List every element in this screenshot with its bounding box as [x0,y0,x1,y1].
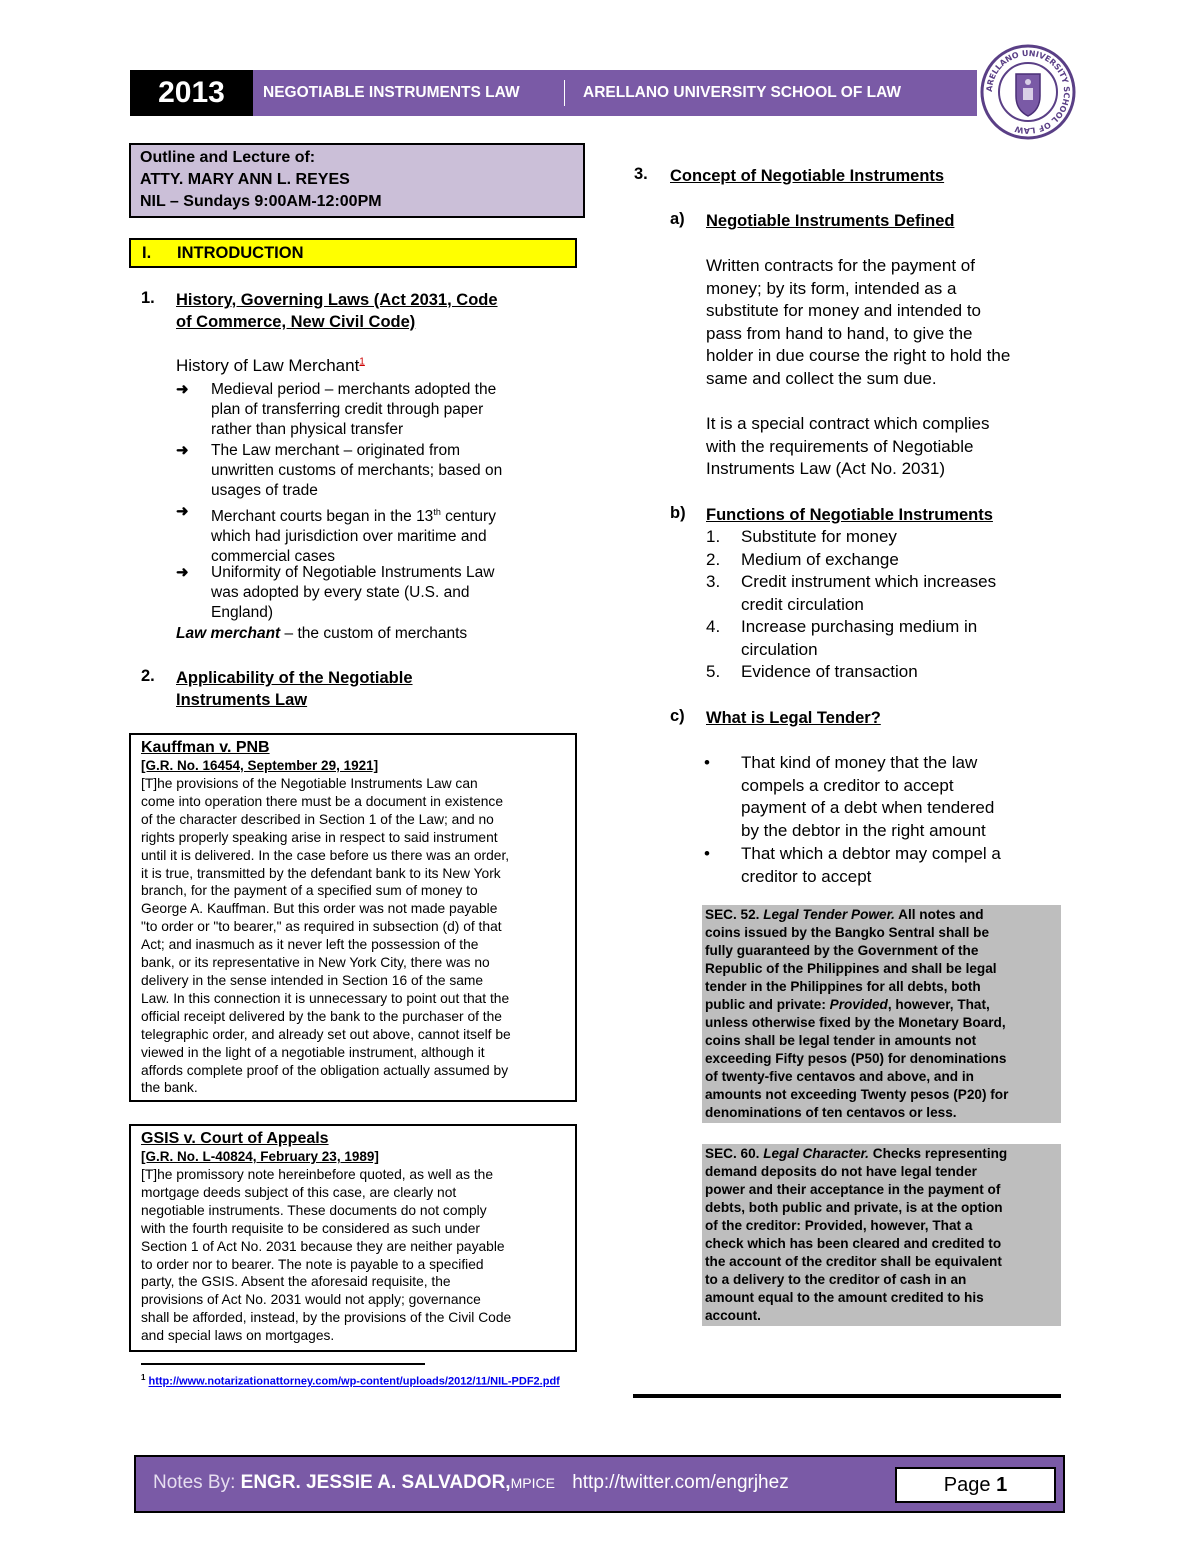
footnote-ref[interactable]: 1 [359,356,365,368]
definition-term: Law merchant [176,625,281,642]
bullet-line: Merchant courts began in the 13th century [211,507,496,526]
bullet-line: was adopted by every state (U.S. and [211,584,470,601]
arrow-bullet-icon: ➜ [176,442,189,459]
author-name: ENGR. JESSIE A. SALVADOR, [240,1472,511,1493]
footnote [141,1373,560,1388]
sec-title: Legal Tender Power. [763,907,895,922]
list-item: 3. Credit instrument which increases credit circulation [706,572,997,614]
case-box-gsis [129,1124,577,1352]
case-citation: [G.R. No. L-40824, February 23, 1989] [141,1149,379,1164]
twitter-link[interactable]: http://twitter.com/engrjhez [572,1472,789,1493]
item-number: 2. [141,667,155,685]
case-box-kauffman [129,733,577,1102]
page-number-box [895,1467,1056,1503]
bullet-line: usages of trade [211,482,318,499]
university-seal-logo [980,44,1076,140]
section-label: INTRODUCTION [177,244,304,262]
list-item: 2. Medium of exchange [706,549,899,569]
author-suffix: MPICE [510,1475,555,1491]
subitem-letter: b) [670,504,686,522]
bullet-line: Medieval period – merchants adopted the [211,381,497,398]
arrow-bullet-icon: ➜ [176,381,189,398]
bullet-line: The Law merchant – originated from [211,442,460,459]
functions-list [706,526,1060,684]
legal-tender-bullet: That which a debtor may compel a creditor to accept [741,844,1001,886]
section-3-title: Concept of Negotiable Instruments [670,167,945,185]
bullet-dot-icon: • [704,753,710,772]
year-label: 2013 [130,70,253,116]
case-citation: [G.R. No. 16454, September 29, 1921] [141,758,379,773]
bullet-line: commercial cases [211,548,336,566]
list-item: 4. Increase purchasing medium in circulation [706,617,978,659]
case-name: Kauffman v. PNB [141,739,270,756]
course-title: NEGOTIABLE INSTRUMENTS LAW [263,84,520,101]
history-bullet [211,380,565,440]
introduction-heading [129,238,577,268]
notes-credit [153,1470,789,1496]
page-number: 1 [996,1474,1008,1496]
arrow-bullet-icon: ➜ [176,503,189,520]
bullet-line: rather than physical transfer [211,421,404,438]
list-item: 1. Substitute for money [706,527,897,546]
item-number: 3. [634,165,648,183]
sec-52-box: SEC. 52. Legal Tender Power. All notes and coins issued by the Bangko Sentral shall be fully guaranteed by the Government of the Republic of the Philippines and shall be legal tender in the Philippines for all debts, both public and private: Provided, however, That, unless otherwise fixed by the Monetary Board, coins shall be legal tender in amounts not exceeding Fifty pesos (P50) for denominations of twenty-five centavos and above, and in amounts not exceeding Twenty pesos (P20) for denominations of ten centavos or less. [702,905,1061,1123]
law-merchant-definition [176,624,467,644]
schedule-text: NIL – Sundays 9:00AM-12:00PM [140,193,382,210]
case-name: GSIS v. Court of Appeals [141,1130,329,1147]
bullet-line: which had jurisdiction over maritime and [211,528,487,546]
bullet-line: plan of transferring credit through paper [211,401,484,418]
history-bullet [211,502,565,567]
bullet-line: unwritten customs of merchants; based on [211,462,503,479]
subheading-text: History of Law Merchant [176,356,360,375]
footnote-link[interactable]: http://www.notarizationattorney.com/wp-content/uploads/2012/11/NIL-PDF2.pdf [148,1375,560,1388]
history-bullet [211,441,565,501]
sec-label: SEC. 52. [705,907,760,922]
lecture-info-box [129,143,585,218]
subsection-b-title: Functions of Negotiable Instruments [706,506,993,524]
special-contract-paragraph: It is a special contract which complies with the requirements of Negotiable Instruments Law (Act No. 2031) [706,414,990,478]
subsection-a-title: Negotiable Instruments Defined [706,212,955,230]
sec-title: Legal Character. [763,1146,869,1161]
column-end-rule [633,1394,1061,1398]
lecturer-name: ATTY. MARY ANN L. REYES [140,171,350,188]
school-name: ARELLANO UNIVERSITY SCHOOL OF LAW [583,84,902,101]
definition-paragraph: Written contracts for the payment of money; by its form, intended as a substitute for money and intended to pass from hand to hand, to give the holder in due course the right to hold the same and collect the sum due. [706,256,1011,388]
arrow-bullet-icon: ➜ [176,564,189,581]
notes-label: Notes By: [153,1472,236,1493]
subsection-c-title: What is Legal Tender? [706,709,881,727]
title-line: Applicability of the Negotiable [176,669,413,687]
item-number: 1. [141,289,155,307]
title-line: History, Governing Laws (Act 2031, Code [176,291,498,309]
sec-label: SEC. 60. [705,1146,760,1161]
history-bullet [211,563,565,623]
header-band [253,70,977,116]
definition-text: – the custom of merchants [280,625,468,642]
case-excerpt: [T]he provisions of the Negotiable Instruments Law can come into operation there must be a document in existence of the character described in Section 1 of the Law; and no rights properly speaking arise in respect to said instrument until it is delivered. In the case before us there was an order, it is true, transmitted by the defendant bank to its New York branch, for the payment of a specified sum of money to George A. Kauffman. But this order was not made payable "to order or "to bearer," as required in subsection (d) of that Act; and inasmuch as it never left the possession of the bank, or its representative in New York City, there was no delivery in the sense intended in Section 16 of the same Law. In this connection it is unnecessary to point out that the official receipt delivered by the bank to the purchaser of the telegraphic order, and already set out above, cannot itself be viewed in the light of a negotiable instrument, although it affords complete proof of the obligation actually assumed by the bank. [141,776,511,1096]
legal-tender-bullet: That kind of money that the law compels a creditor to accept payment of a debt when tendered by the debtor in the right amount [741,753,995,840]
footnote-divider [141,1363,425,1365]
bullet-line: Uniformity of Negotiable Instruments Law [211,564,495,581]
list-item: 5. Evidence of transaction [706,662,918,681]
subitem-letter: c) [670,707,685,725]
bullet-dot-icon: • [704,844,710,863]
section-1-title [176,289,576,333]
page-label: Page [943,1474,991,1496]
bullet-line: England) [211,604,274,621]
seal-text: ARELLANO UNIVERSITY SCHOOL OF LAW [984,48,1072,136]
section-numeral: I. [142,244,152,262]
lecture-label: Outline and Lecture of: [140,149,316,166]
case-excerpt: [T]he promissory note hereinbefore quoted, as well as the mortgage deeds subject of this case, are clearly not negotiable instruments. These documents do not comply with the fourth requisite to be considered as such under Section 1 of Act No. 2031 because they are neither payable to order nor to bearer. The note is payable to a specified party, the GSIS. Absent the aforesaid requisite, the provisions of Act No. 2031 would not apply; governance shall be afforded, instead, by the provisions of the Civil Code and special laws on mortgages. [141,1167,512,1344]
law-merchant-subheading [176,356,365,376]
footnote-number: 1 [141,1373,146,1382]
sec-60-box: SEC. 60. Legal Character. Checks representing demand deposits do not have legal tender power and their acceptance in the payment of debts, both public and private, is at the option of the creditor: Provided, however, That a check which has been cleared and credited to the account of the creditor shall be equivalent to a delivery to the creditor of cash in an amount equal to the amount credited to his account. [702,1144,1061,1326]
title-line: of Commerce, New Civil Code) [176,313,416,331]
header-divider [564,80,565,106]
subitem-letter: a) [670,210,685,228]
title-line: Instruments Law [176,691,308,709]
section-2-title [176,667,576,711]
